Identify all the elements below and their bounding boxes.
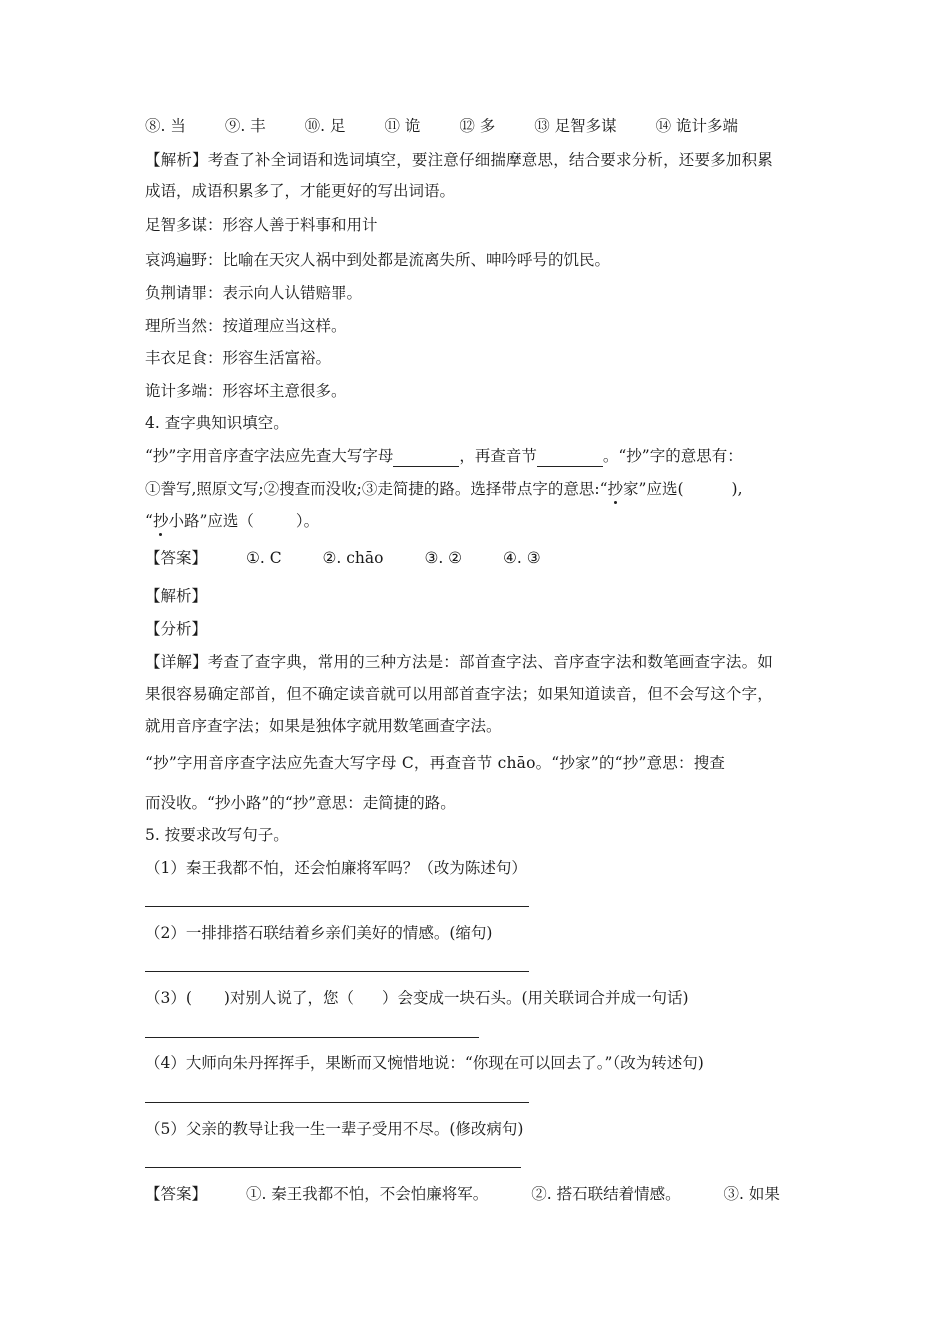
q4-line-2: ①誊写,照原文写;②搜查而没收;③走简捷的路。选择带点字的意思:“抄家”应选( ), xyxy=(145,480,743,498)
dotted-char: 抄 xyxy=(152,512,169,530)
answer-item-9: ⑨. 丰 xyxy=(224,117,266,135)
answer-item-12: ⑫ 多 xyxy=(459,117,496,135)
answer-label: 【答案】 xyxy=(145,1185,208,1203)
answer-item-8: ⑧. 当 xyxy=(145,117,186,135)
q5-sentence-5: （5）父亲的教导让我一生一辈子受用不尽。(修改病句) xyxy=(145,1120,524,1138)
q5-sentence-4: （4）大师向朱丹挥挥手，果断而又惋惜地说：“你现在可以回去了。”（改为转述句) xyxy=(145,1054,704,1072)
answer-item-10: ⑩. 足 xyxy=(304,117,346,135)
answer-line-4 xyxy=(145,1102,529,1103)
q5-title: 5. 按要求改写句子。 xyxy=(145,826,289,844)
q3-analysis-line-1: 【解析】考查了补全词语和选词填空，要注意仔细揣摩意思，结合要求分析，还要多加积累 xyxy=(145,151,774,169)
answer-4: ④. ③ xyxy=(503,549,541,567)
answer-line-1 xyxy=(145,906,529,907)
answer-2: ②. chāo xyxy=(322,549,384,567)
q3-answer-row xyxy=(145,116,738,136)
answer-item-11: ⑪ 诡 xyxy=(384,117,421,135)
q3-analysis-line-2: 成语，成语积累多了，才能更好的写出词语。 xyxy=(145,182,456,200)
q5-sentence-3: （3）( )对别人说了，您（ ）会变成一块石头。(用关联词合并成一句话) xyxy=(145,989,689,1007)
definition-5: 丰衣足食：形容生活富裕。 xyxy=(145,349,332,367)
q4-detail-1: 【详解】考查了查字典，常用的三种方法是：部首查字法、音序查字法和数笔画查字法。如 xyxy=(145,653,774,671)
answer-3: ③. ② xyxy=(424,549,463,567)
q4-detail-2: 果很容易确定部首，但不确定读音就可以用部首查字法；如果知道读音，但不会写这个字， xyxy=(145,685,774,703)
answer-1: ①. 秦王我都不怕，不会怕廉将军。 xyxy=(245,1185,489,1203)
definition-2: 哀鸿遍野：比喻在天灾人祸中到处都是流离失所、呻吟呼号的饥民。 xyxy=(145,251,611,269)
answer-item-14: ⑭ 诡计多端 xyxy=(655,117,739,135)
fenxi-label: 【分析】 xyxy=(145,620,208,638)
q5-sentence-2: （2）一排排搭石联结着乡亲们美好的情感。(缩句) xyxy=(145,924,493,942)
answer-2: ②. 搭石联结着情感。 xyxy=(531,1185,681,1203)
answer-item-13: ⑬ 足智多谋 xyxy=(534,117,617,135)
q5-sentence-1: （1）秦王我都不怕，还会怕廉将军吗？（改为陈述句） xyxy=(145,859,527,877)
blank-syllable xyxy=(537,446,603,467)
q4-detail-5: 而没收。“抄小路”的“抄”意思：走简捷的路。 xyxy=(145,794,456,812)
answer-3: ③. 如果 xyxy=(723,1185,780,1203)
definition-1: 足智多谋：形容人善于料事和用计 xyxy=(145,216,378,234)
definition-6: 诡计多端：形容坏主意很多。 xyxy=(145,382,347,400)
answer-line-2 xyxy=(145,971,529,972)
q4-answer-row xyxy=(145,548,541,568)
dotted-char: 抄 xyxy=(607,480,624,498)
answer-1: ①. C xyxy=(245,549,282,567)
q4-detail-4: “抄”字用音序查字法应先查大写字母 C，再查音节 chāo。“抄家”的“抄”意思：搜查 xyxy=(145,754,726,772)
q4-title: 4. 查字典知识填空。 xyxy=(145,414,289,432)
blank-letter xyxy=(393,446,459,467)
q5-answer-row xyxy=(145,1184,780,1204)
q4-detail-3: 就用音序查字法；如果是独体字就用数笔画查字法。 xyxy=(145,717,502,735)
definition-3: 负荆请罪：表示向人认错赔罪。 xyxy=(145,284,363,302)
answer-label: 【答案】 xyxy=(145,549,208,567)
answer-line-5 xyxy=(145,1167,521,1168)
q4-line-3: “抄小路”应选（ ）。 xyxy=(145,512,320,530)
q4-line-1: “抄”字用音序查字法应先查大写字母 ，再查音节 。“抄”字的意思有： xyxy=(145,447,743,465)
jiexi-label: 【解析】 xyxy=(145,587,208,605)
answer-line-3 xyxy=(145,1037,479,1038)
definition-4: 理所当然：按道理应当这样。 xyxy=(145,317,347,335)
